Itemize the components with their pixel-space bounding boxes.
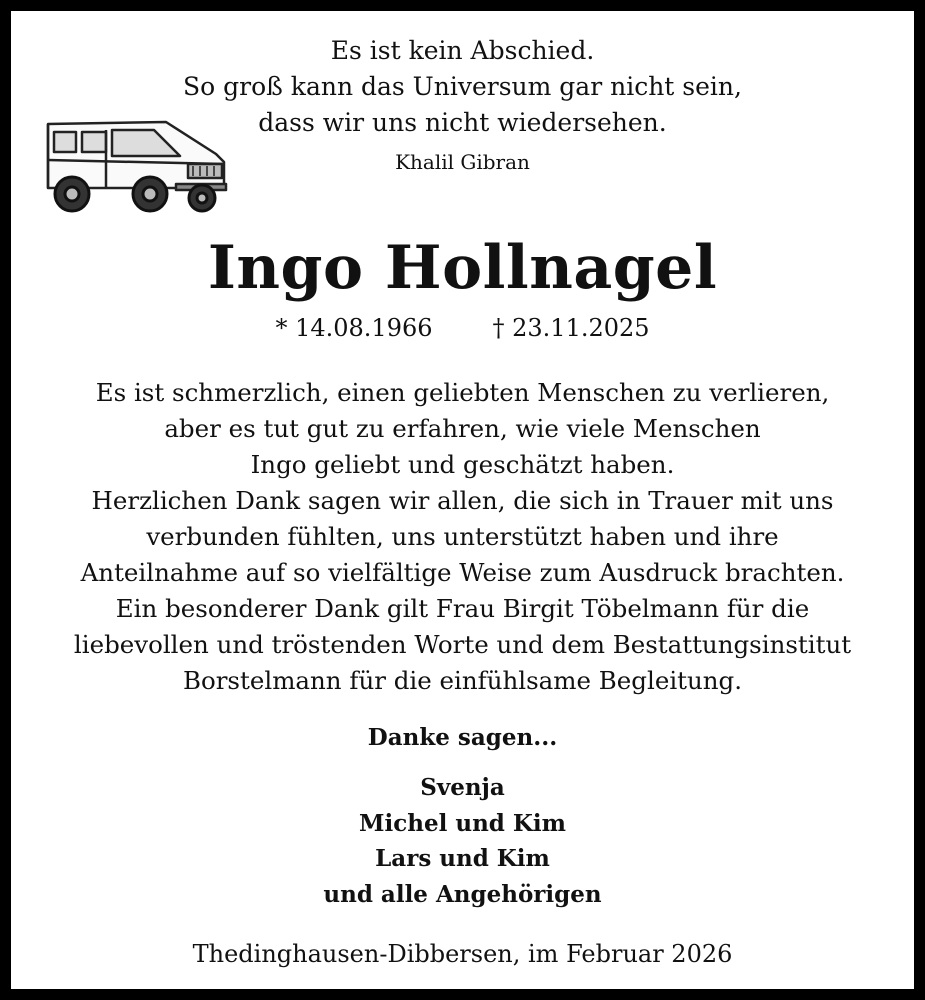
message-line: Borstelmann für die einfühlsame Begleitung. [182, 666, 743, 695]
message-line: verbunden fühlten, uns unterstützt haben und ihre [146, 522, 779, 551]
mourner-name: und alle Angehörigen [323, 880, 602, 908]
message-line: liebevollen und tröstenden Worte und dem Bestattungsinstitut [73, 630, 852, 659]
off-road-vehicle-icon [38, 110, 230, 222]
life-dates [0, 314, 925, 342]
message-line: aber es tut gut zu erfahren, wie viele Menschen [164, 414, 761, 443]
mourners-list [0, 770, 925, 912]
mourner-name: Svenja [420, 774, 505, 801]
deceased-name: Ingo Hollnagel [207, 233, 718, 303]
death-date: † 23.11.2025 [492, 314, 650, 342]
quote-author: Khalil Gibran [395, 150, 530, 174]
mourner-name: Lars und Kim [375, 845, 550, 872]
message-line: Es ist schmerzlich, einen geliebten Menschen zu verlieren, [95, 378, 830, 407]
message-line: Anteilnahme auf so vielfältige Weise zum Ausdruck brachten. [80, 558, 845, 587]
thank-you-message [0, 375, 925, 699]
quote-line: So groß kann das Universum gar nicht sein, [183, 72, 742, 101]
message-line: Ingo geliebt und geschätzt haben. [250, 450, 675, 479]
message-line: Herzlichen Dank sagen wir allen, die sich in Trauer mit uns [91, 486, 834, 515]
quote-line: Es ist kein Abschied. [330, 36, 595, 65]
birth-date: * 14.08.1966 [275, 314, 433, 342]
mourner-name: Michel und Kim [359, 809, 566, 837]
message-line: Ein besonderer Dank gilt Frau Birgit Töbelmann für die [115, 594, 810, 623]
thanks-heading: Danke sagen... [367, 724, 558, 751]
quote-line: dass wir uns nicht wiedersehen. [258, 108, 667, 137]
place-date: Thedinghausen-Dibbersen, im Februar 2026 [192, 940, 733, 968]
